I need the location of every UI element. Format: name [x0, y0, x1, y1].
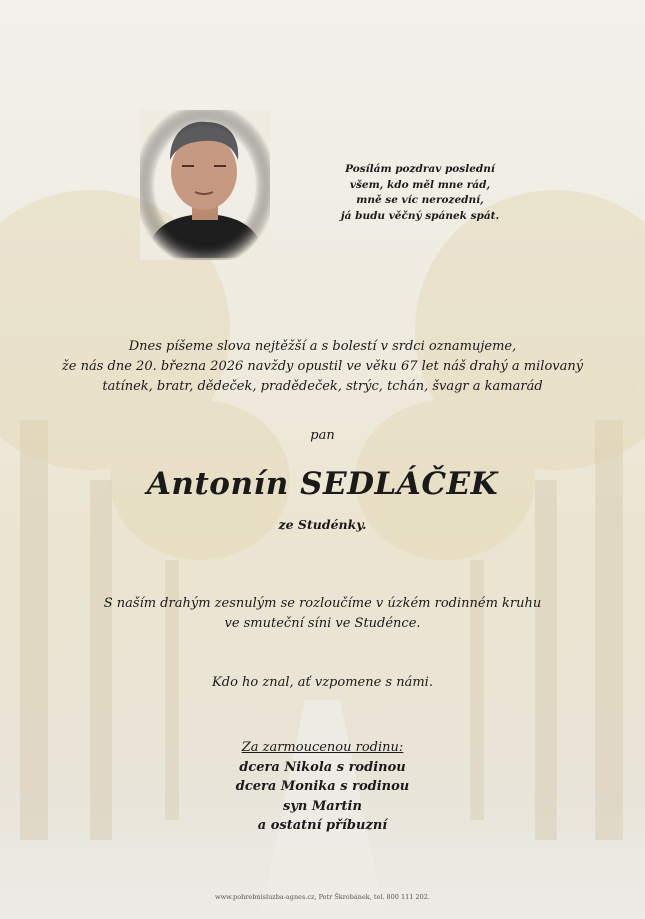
poem-line: všem, kdo měl mne rád, [349, 178, 491, 191]
remembrance-line: Kdo ho znal, ať vzpomene s námi. [212, 675, 433, 690]
deceased-name: Antonín SEDLÁČEK [146, 466, 499, 502]
announcement-line: tatínek, bratr, dědeček, pradědeček, strýc, tchán, švagr a kamarád [102, 379, 543, 394]
poem-line: mně se víc nerozední, [356, 194, 484, 206]
honorific: pan [310, 428, 335, 443]
poem-line: Posílám pozdrav poslední [345, 163, 495, 175]
announcement-line: Dnes píšeme slova nejtěžší a s bolestí v srdci oznamujeme, [128, 339, 517, 354]
poem-line: já budu věčný spánek spát. [340, 209, 500, 222]
funeral-info-line: ve smuteční síni ve Studénce. [224, 616, 421, 631]
family-heading: Za zarmoucenou rodinu: [241, 740, 404, 755]
funeral-info [40, 594, 605, 634]
death-announcement [40, 337, 605, 397]
family-member: syn Martin [283, 798, 362, 814]
mourning-family [0, 738, 645, 836]
family-member: dcera Monika s rodinou [235, 779, 410, 794]
family-member: a ostatní příbuzní [257, 818, 388, 833]
family-member: dcera Nikola s rodinou [239, 759, 406, 775]
portrait-photo [140, 110, 270, 260]
deceased-origin: ze Studénky. [278, 517, 367, 532]
funeral-service-footer: www.pohrebnisluzba-agnes.cz, Petr Škrobánek, tel. 800 111 202. [215, 893, 430, 901]
funeral-info-line: S naším drahým zesnulým se rozloučíme v úzkém rodinném kruhu [103, 596, 542, 611]
announcement-line: že nás dne 20. března 2026 navždy opustil ve věku 67 let náš drahý a milovaný [61, 359, 584, 374]
farewell-poem [330, 162, 510, 224]
